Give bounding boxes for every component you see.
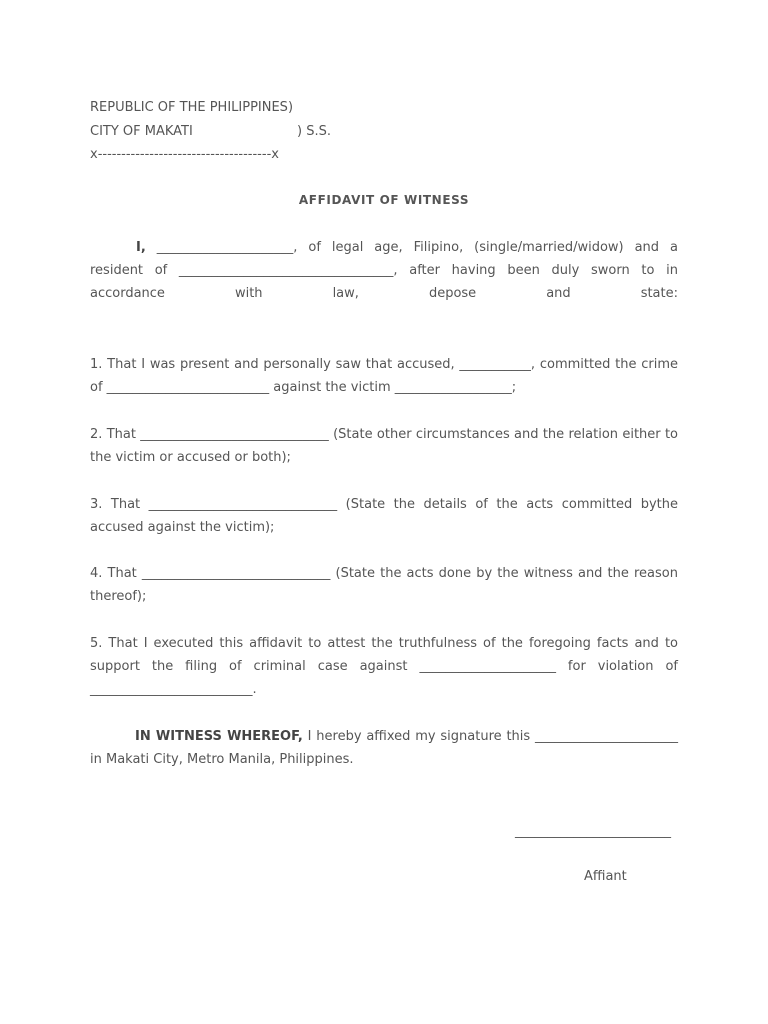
venue-ss: ) S.S. bbox=[297, 124, 331, 139]
signature-line: ________________________ bbox=[515, 824, 671, 839]
intro-paragraph bbox=[90, 236, 678, 305]
intro-lead: I, bbox=[136, 240, 146, 255]
document-title: AFFIDAVIT OF WITNESS bbox=[298, 193, 470, 207]
intro-text: _____________________, of legal age, Filipino, (single/married/widow) and a resident of _________________________________, after having been duly sworn to in accordance with law, depose and state: bbox=[90, 240, 678, 301]
venue-country: REPUBLIC OF THE PHILIPPINES) bbox=[90, 100, 294, 115]
affiant-label: Affiant bbox=[584, 869, 627, 884]
item-2: 2. That _____________________________ (State other circumstances and the relation either to the victim or accused or both); bbox=[90, 427, 678, 465]
item-5: 5. That I executed this affidavit to attest the truthfulness of the foregoing facts and to support the filing of criminal case against _____________________ for violation of _________________________. bbox=[90, 636, 678, 697]
venue-city: CITY OF MAKATI bbox=[90, 124, 193, 139]
venue-separator: x-------------------------------------x bbox=[90, 147, 279, 162]
item-4: 4. That _____________________________ (State the acts done by the witness and the reason thereof); bbox=[90, 566, 678, 604]
closing-text: I hereby affixed my signature this ______________________ in Makati City, Metro Manila, Philippines. bbox=[90, 729, 678, 767]
item-1: 1. That I was present and personally saw that accused, ___________, committed the crime of _________________________ against the victim __________________; bbox=[90, 357, 678, 395]
item-3: 3. That _____________________________ (State the details of the acts committed bythe accused against the victim); bbox=[90, 497, 678, 535]
closing-lead: IN WITNESS WHEREOF, bbox=[135, 729, 303, 744]
closing-paragraph bbox=[90, 725, 678, 771]
